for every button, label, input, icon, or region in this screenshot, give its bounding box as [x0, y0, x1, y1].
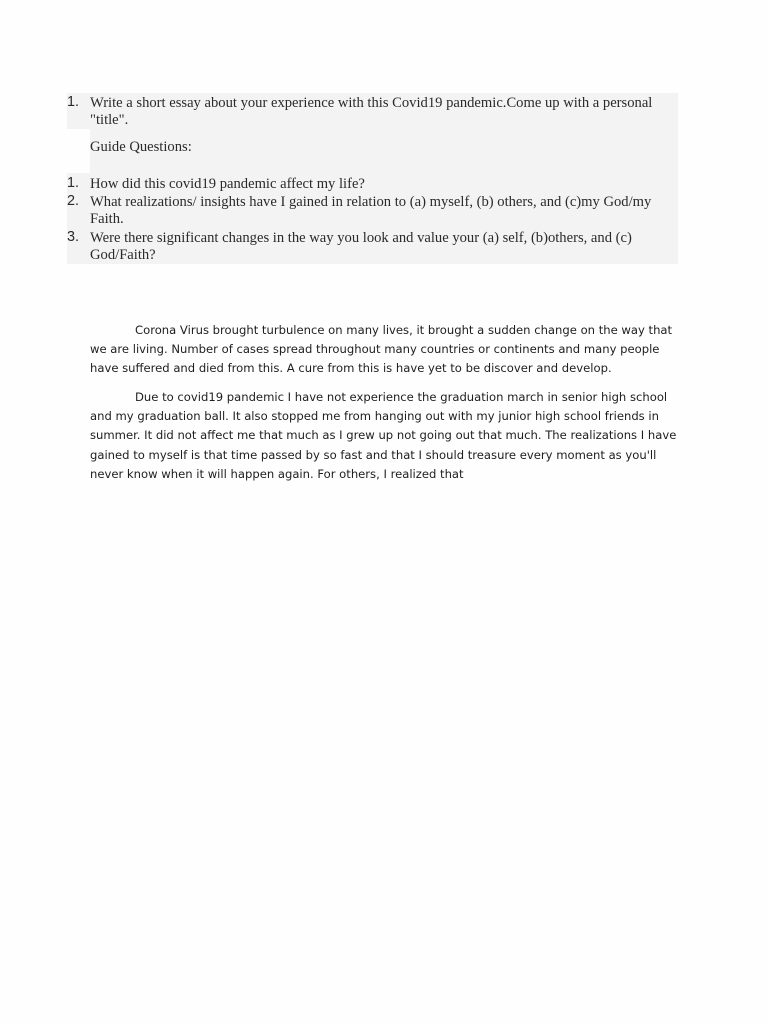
- instruction-number: 1.: [67, 94, 80, 110]
- essay-paragraph-1: Corona Virus brought turbulence on many lives, it brought a sudden change on the way that we are living. Number of cases spread throughout many countries or continents and many people have suffered and died from this. A cure from this is have yet to be discover and develop.: [90, 323, 673, 376]
- question-1-number: 1.: [67, 175, 80, 191]
- essay-body: [90, 321, 682, 494]
- question-1-text: How did this covid19 pandemic affect my life?: [90, 176, 365, 192]
- question-2-number: 2.: [67, 193, 80, 209]
- instruction-text: Write a short essay about your experience with this Covid19 pandemic.Come up with a personal "title".: [90, 95, 653, 128]
- question-3-number: 3.: [67, 229, 80, 245]
- question-2-text: What realizations/ insights have I gained in relation to (a) myself, (b) others, and (c)my God/my Faith.: [90, 194, 652, 227]
- guide-questions-heading: Guide Questions:: [90, 139, 192, 155]
- essay-paragraph-2: Due to covid19 pandemic I have not experience the graduation march in senior high school and my graduation ball. It also stopped me from hanging out with my junior high school friends in summer. It did not affect me that much as I grew up not going out that much. The realizations I have gained to myself is that time passed by so fast and that I should treasure every moment as you'll never know when it will happen again. For others, I realized that: [90, 390, 677, 481]
- question-3-text: Were there significant changes in the way you look and value your (a) self, (b)others, and (c) God/Faith?: [90, 230, 632, 263]
